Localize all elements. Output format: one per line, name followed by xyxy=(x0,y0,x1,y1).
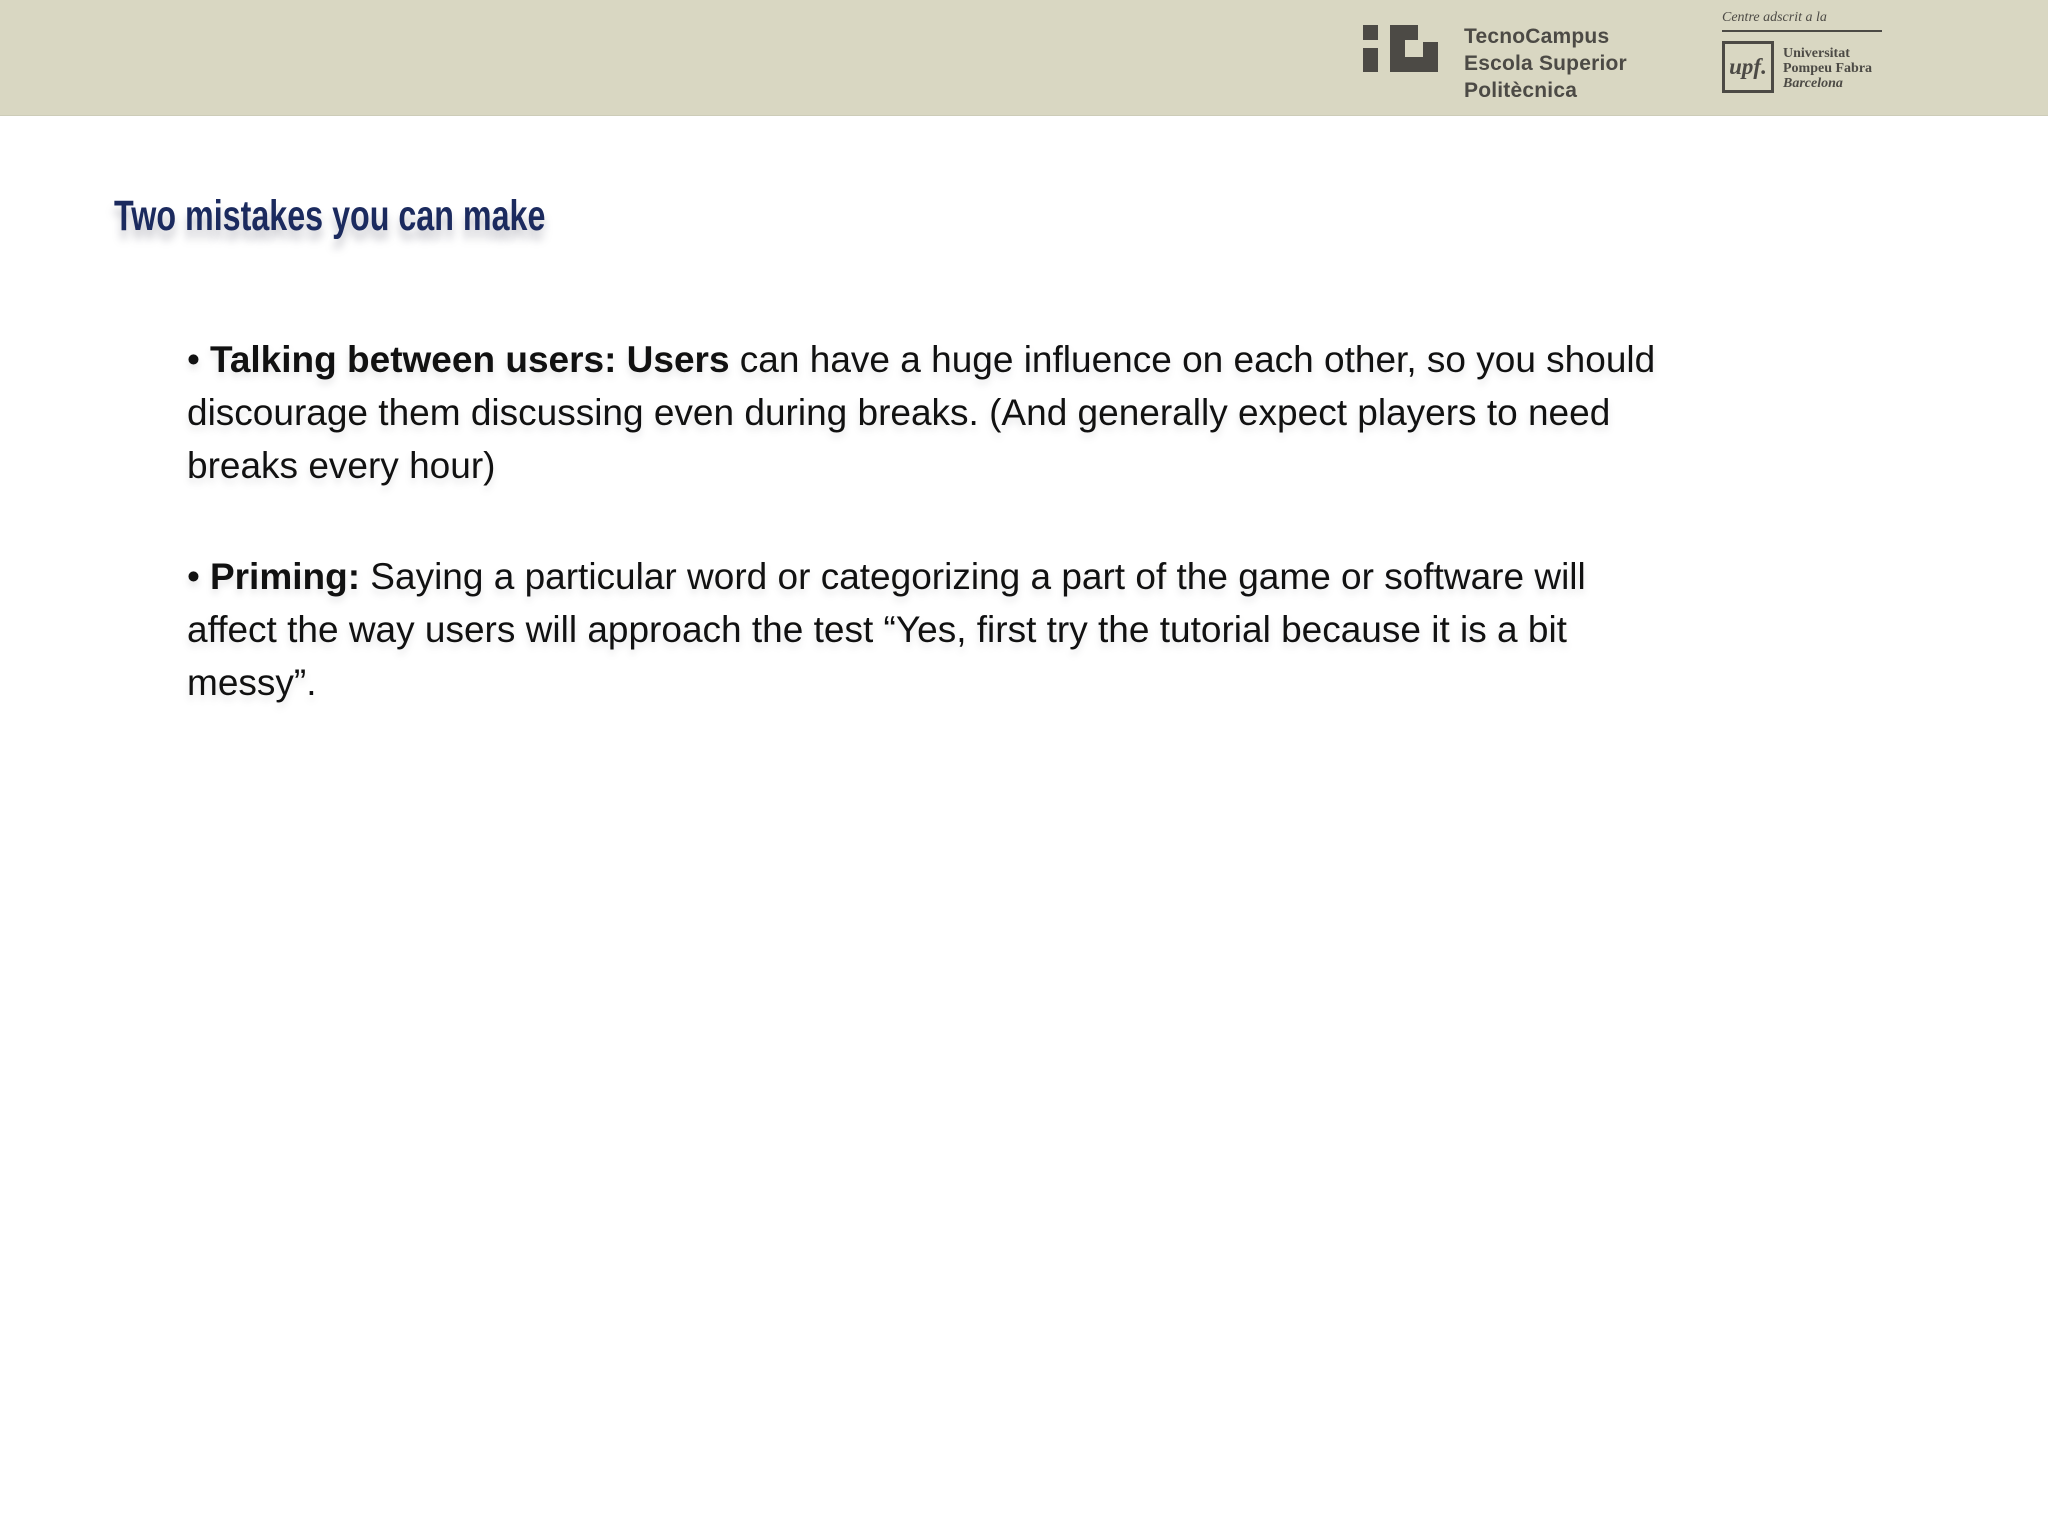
tecnocampus-name: TecnoCampus xyxy=(1464,25,1610,48)
bullet-item-priming xyxy=(187,550,1655,709)
upf-tagline: Centre adscrit a la xyxy=(1722,10,1882,32)
bullet-line xyxy=(187,333,1655,386)
bullet-text: Saying a particular word or categorizing a part of the game or software will xyxy=(360,556,1586,597)
tecnocampus-school-line: Escola Superior xyxy=(1464,52,1627,75)
tecnocampus-icon xyxy=(1363,25,1438,72)
upf-university-name xyxy=(1783,41,1872,91)
upf-uni-line3: Barcelona xyxy=(1783,76,1843,91)
bullet-lead-bold: Talking between users: Users xyxy=(209,339,730,380)
bullet-lead-bold: Priming: xyxy=(209,556,361,597)
upf-uni-line2: Pompeu Fabra xyxy=(1783,61,1873,76)
upf-uni-line1: Universitat xyxy=(1783,46,1850,61)
tecnocampus-logo xyxy=(1363,23,1627,104)
bullet-line xyxy=(187,550,1655,603)
bullet-line: discourage them discussing even during breaks. (And generally expect players to need xyxy=(187,392,1611,433)
upf-logo xyxy=(1722,10,1882,93)
upf-logo-row xyxy=(1722,41,1882,93)
bullet-text: can have a huge influence on each other, so you should xyxy=(729,339,1656,380)
tecnocampus-wordmark xyxy=(1464,23,1627,104)
bullet-line: messy”. xyxy=(187,662,317,703)
bullet-marker: • xyxy=(187,556,200,597)
bullet-marker: • xyxy=(187,339,200,380)
upf-mark xyxy=(1722,41,1774,93)
bullet-line: breaks every hour) xyxy=(187,445,496,486)
upf-abbr: upf. xyxy=(1729,54,1767,79)
tecnocampus-school-line2: Politècnica xyxy=(1464,79,1578,102)
slide-title: Two mistakes you can make xyxy=(114,192,546,240)
slide-body xyxy=(187,333,1655,709)
header-band xyxy=(0,0,2048,116)
bullet-item-talking xyxy=(187,333,1655,492)
bullet-line: affect the way users will approach the test “Yes, first try the tutorial because it is a bit xyxy=(187,609,1567,650)
